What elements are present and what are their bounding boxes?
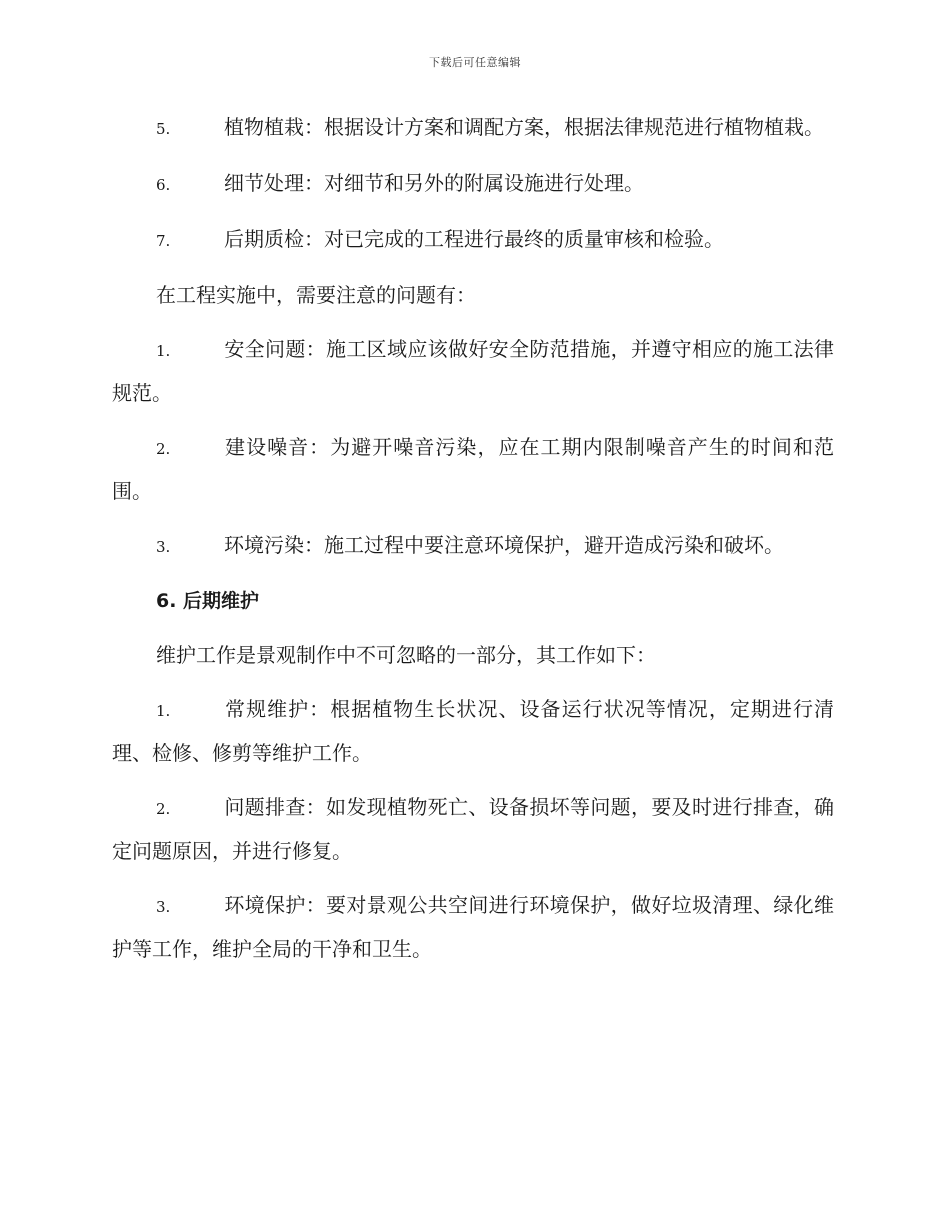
list-item bbox=[112, 106, 834, 150]
list-number: 6. bbox=[156, 176, 171, 194]
list-text: 安全问题：施工区域应该做好安全防范措施，并遵守相应的施工法律规范。 bbox=[112, 337, 834, 405]
list-text: 环境污染：施工过程中要注意环境保护，避开造成污染和破坏。 bbox=[224, 533, 784, 557]
list-item bbox=[112, 884, 834, 970]
intro-paragraph: 维护工作是景观制作中不可忽略的一部分，其工作如下： bbox=[156, 643, 656, 667]
list-text: 后期质检：对已完成的工程进行最终的质量审核和检验。 bbox=[224, 227, 724, 251]
list-number: 1. bbox=[156, 342, 171, 360]
list-number: 3. bbox=[156, 898, 171, 916]
list-item bbox=[112, 328, 834, 414]
list-item bbox=[112, 524, 834, 568]
list-number: 7. bbox=[156, 232, 171, 250]
list-text: 问题排查：如发现植物死亡、设备损坏等问题，要及时进行排查，确定问题原因，并进行修复。 bbox=[112, 795, 834, 863]
list-text: 细节处理：对细节和另外的附属设施进行处理。 bbox=[224, 171, 644, 195]
list-item bbox=[112, 162, 834, 206]
list-item bbox=[112, 426, 834, 512]
intro-paragraph: 在工程实施中，需要注意的问题有： bbox=[156, 283, 476, 307]
list-text: 建设噪音：为避开噪音污染，应在工期内限制噪音产生的时间和范围。 bbox=[112, 435, 834, 503]
list-text: 环境保护：要对景观公共空间进行环境保护，做好垃圾清理、绿化维护等工作，维护全局的干净和卫生。 bbox=[112, 893, 834, 961]
list-number: 5. bbox=[156, 120, 171, 138]
list-number: 2. bbox=[156, 440, 171, 458]
list-text: 常规维护：根据植物生长状况、设备运行状况等情况，定期进行清理、检修、修剪等维护工作。 bbox=[112, 697, 834, 765]
document-body bbox=[112, 106, 834, 982]
list-item bbox=[112, 786, 834, 872]
list-text: 植物植栽：根据设计方案和调配方案，根据法律规范进行植物植栽。 bbox=[224, 115, 824, 139]
list-item bbox=[112, 688, 834, 774]
list-number: 1. bbox=[156, 702, 171, 720]
list-item bbox=[112, 218, 834, 262]
section-heading: 6. 后期维护 bbox=[156, 590, 260, 612]
list-number: 3. bbox=[156, 538, 171, 556]
list-number: 2. bbox=[156, 800, 171, 818]
page-header: 下载后可任意编辑 bbox=[429, 56, 521, 69]
